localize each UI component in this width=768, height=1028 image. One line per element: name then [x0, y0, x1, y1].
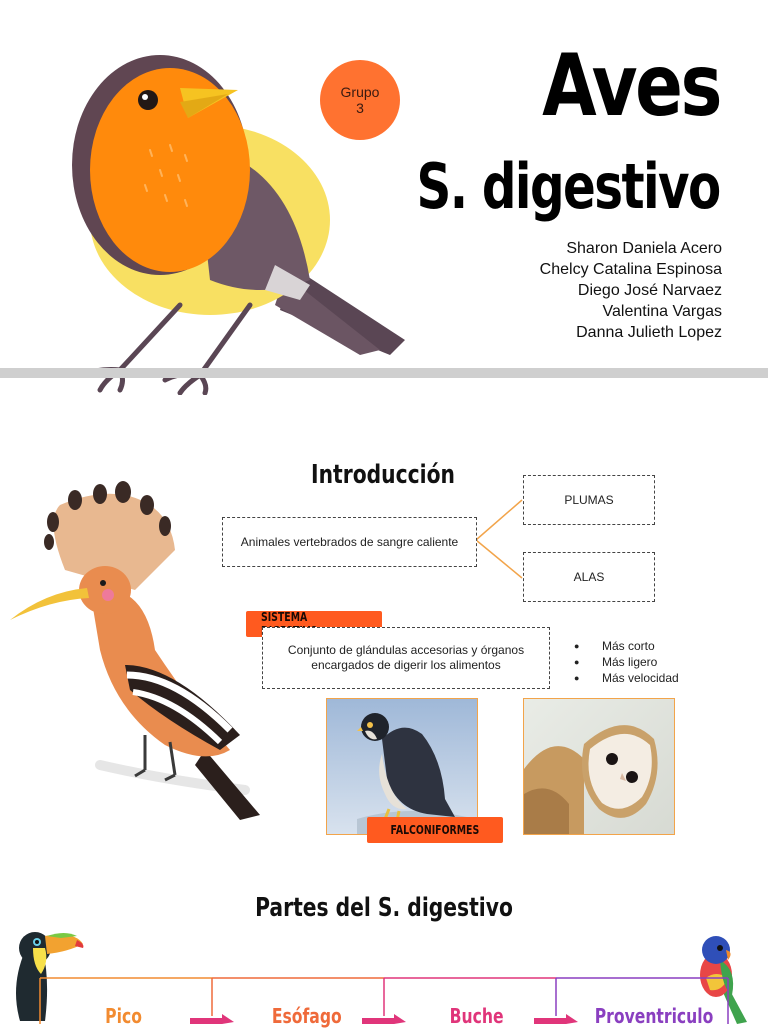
cover-slide	[0, 0, 768, 380]
part-buche: Buche	[449, 1004, 504, 1028]
cover-subtitle: S. digestivo	[416, 150, 720, 223]
author-name: Diego José Narvaez	[577, 282, 722, 299]
parts-heading: Partes del S. digestivo	[255, 893, 513, 923]
branch-connectors	[470, 490, 530, 590]
part-pico: Pico	[105, 1004, 142, 1028]
falcon-photo	[326, 698, 478, 835]
digestive-description: Conjunto de glándulas accesorias y órganos encargados de digerir los alimentos	[262, 627, 550, 689]
slide-divider	[0, 368, 768, 378]
authors-list	[540, 238, 722, 343]
tag-label: SISTEMA	[260, 610, 308, 624]
part-proventriculo: Proventriculo	[594, 1004, 714, 1028]
branch-alas: ALAS	[523, 552, 655, 602]
list-item: ● Más corto	[574, 638, 679, 654]
part-esofago: Esófago	[271, 1004, 342, 1028]
author-name: Valentina Vargas	[602, 303, 722, 320]
group-number: 3	[356, 100, 364, 116]
list-item: ● Más ligero	[574, 654, 679, 670]
falcon-image	[327, 699, 477, 834]
branch-plumas: PLUMAS	[523, 475, 655, 525]
owl-photo	[523, 698, 675, 835]
group-label: Grupo	[340, 84, 380, 100]
digestive-traits-list	[574, 638, 679, 686]
list-item: ● Más velocidad	[574, 670, 679, 686]
owl-image	[524, 699, 674, 834]
intro-heading: Introducción	[311, 460, 455, 490]
group-badge	[320, 60, 400, 140]
tag-label: FALCONIFORMES	[390, 823, 480, 837]
tag-falconiformes	[367, 817, 503, 843]
cover-title: Aves	[541, 36, 720, 136]
intro-slide	[0, 380, 768, 870]
author-name: Chelcy Catalina Espinosa	[539, 261, 722, 278]
author-name: Sharon Daniela Acero	[566, 240, 722, 257]
intro-main-box: Animales vertebrados de sangre caliente	[222, 517, 477, 567]
author-name: Danna Julieth Lopez	[576, 324, 722, 341]
